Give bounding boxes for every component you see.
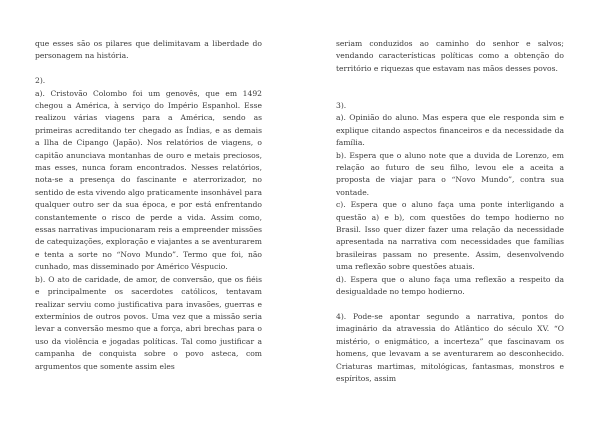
right-column	[336, 38, 564, 385]
question-3-label: 3).	[336, 101, 347, 110]
answer-2a: a). Cristovão Colombo foi um genovês, que em 1492 chegou a América, à serviço do Império Espanhol. Esse realizou várias viagens para a América, sendo as primeiras acreditando ter chegado as Índias, e as demais a Ilha de Cipango (Japão). Nos relatórios de viagens, o capitão anunciava montanhas de ouro e metais preciosos, mas esses, nunca foram encontrados. Nesses relatórios, nota-se a presença do fascinante e aterrorizador, no sentido de esta vivendo algo praticamente insonhável para qualquer outro ser da sua época, e por está enfrentando constantemente o risco de perde a vida. Assim como, essas narrativas impucionaram reis a empreender missões de catequizações, exploração e viajantes a se aventurarem e tenta a sorte no “Novo Mundo”. Termo que foi, não cunhado, mas disseminado por Américo Véspucio.	[35, 88, 262, 272]
left-column	[35, 38, 262, 373]
answer-3b: b). Espera que o aluno note que a duvida de Lorenzo, em relação ao futuro de seu filho, levou ele a aceita a proposta de viajar para o “Novo Mundo”, contra sua vontade.	[336, 150, 564, 197]
answer-3c: c). Espera que o aluno faça uma ponte interligando a questão a) e b), com questões do tempo hodierno no Brasil. Isso quer dizer fazer uma relação da necessidade apresentada na narrativa com necessidades que famílias brasileiras passam no presente. Assim, desenvolvendo uma reflexão sobre questões atuais.	[336, 200, 564, 272]
answer-3a: a). Opinião do aluno. Mas espera que ele responda sim e explique citando aspectos financeiros e da necessidade da família.	[336, 113, 564, 148]
paragraph-continuation: seriam conduzidos ao caminho do senhor e salvos; vendando características políticas como a obtenção do território e riquezas que estavam nas mãos desses povos.	[336, 39, 564, 73]
answer-2b: b). O ato de caridade, de amor, de conversão, que os fiéis e principalmente os sacerdotes católicos, tentavam realizar serviu como justificativa para invasões, guerras e extermínios de outros povos. Uma vez que a missão seria levar a conversão mesmo que a força, abri brechas para o uso da violência e jogadas políticas. Tal como justificar a campanha de conquista sobre o povo asteca, com argumentos que somente assim eles	[35, 274, 262, 371]
answer-3d: d). Espera que o aluno faça uma reflexão a respeito da desigualdade no tempo hodierno.	[336, 274, 564, 297]
question-4: 4). Pode-se apontar segundo a narrativa, pontos do imaginário da atravessia do Atlântico do século XV. “O mistério, o enigmático, a incerteza” que fascinavam os homens, que levavam a se aventurarem ao desconhecido. Criaturas martimas, mitológicas, fantasmas, monstros e espíritos, assim	[336, 311, 564, 383]
paragraph-intro: que esses são os pilares que delimitavam a liberdade do personagem na história.	[35, 39, 262, 61]
question-2-label: 2).	[35, 76, 46, 86]
